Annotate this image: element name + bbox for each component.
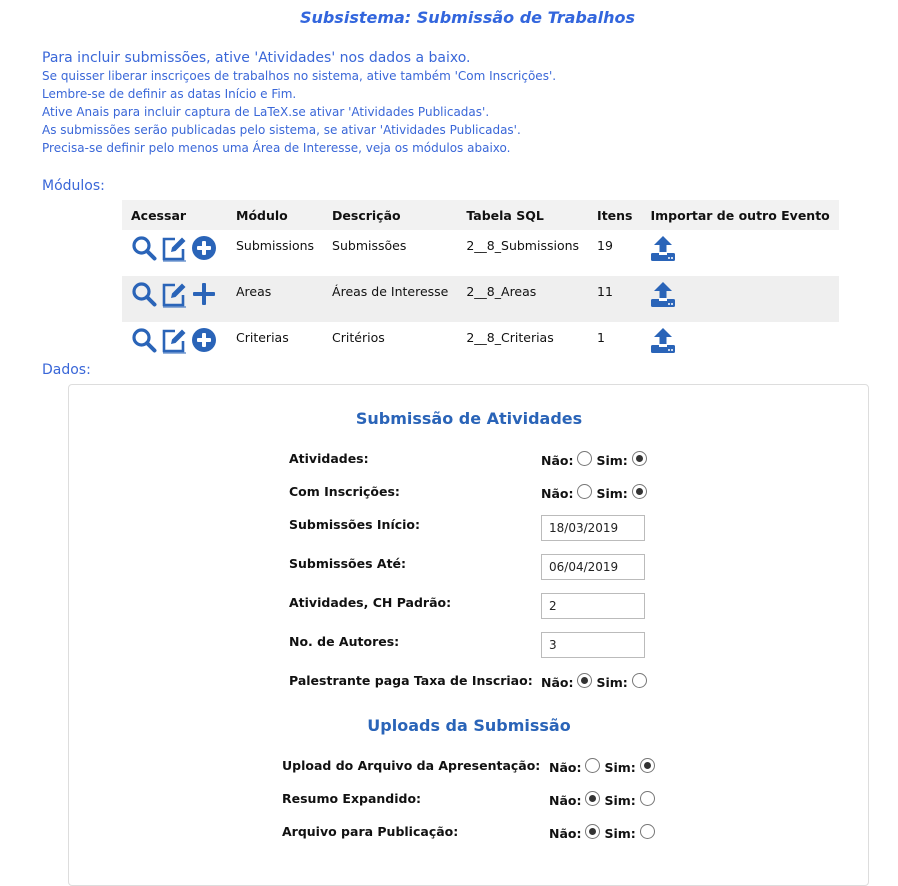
search-icon[interactable] (130, 326, 158, 354)
upload-icon[interactable] (649, 280, 677, 308)
instructions (42, 49, 556, 157)
module-description: Áreas de Interesse (323, 276, 457, 322)
ch-padrao-input[interactable] (541, 593, 645, 619)
atividades-nao-radio[interactable] (577, 451, 592, 466)
section-title-uploads: Uploads da Submissão (367, 716, 571, 735)
sim-label: Sim: (596, 485, 628, 501)
nao-label: Não: (549, 825, 582, 841)
upload-icon[interactable] (649, 326, 677, 354)
resumo-expandido-radio-group (549, 791, 659, 809)
resumo-expandido-sim-radio[interactable] (640, 791, 655, 806)
resumo-expandido-label: Resumo Expandido: (282, 791, 422, 806)
arquivo-publicacao-nao-radio[interactable] (585, 824, 600, 839)
module-description: Submissões (332, 238, 407, 253)
ch-padrao-label: Atividades, CH Padrão: (289, 595, 452, 610)
import-cell (642, 230, 839, 276)
section-title-atividades: Submissão de Atividades (355, 409, 583, 428)
nao-label: Não: (549, 759, 582, 775)
nao-label: Não: (541, 674, 574, 690)
note-line: Precisa-se definir pelo menos uma Área de Interesse, veja os módulos abaixo. (42, 141, 511, 155)
modules-label: Módulos: (42, 178, 105, 194)
upload-apresentacao-sim-radio[interactable] (640, 758, 655, 773)
plus-circle-icon[interactable] (190, 234, 218, 262)
com-inscricoes-radio-group (541, 484, 651, 502)
module-description: Critérios (332, 330, 385, 345)
module-name: Criterias (236, 330, 289, 345)
com-inscricoes-nao-radio[interactable] (577, 484, 592, 499)
sim-label: Sim: (604, 825, 636, 841)
resumo-expandido-nao-radio[interactable] (585, 791, 600, 806)
sim-label: Sim: (596, 674, 628, 690)
nao-label: Não: (549, 792, 582, 808)
upload-apresentacao-nao-radio[interactable] (585, 758, 600, 773)
module-name: Areas (227, 276, 323, 322)
note-line: Lembre-se de definir as datas Início e Fim. (42, 87, 297, 101)
data-form-panel (68, 384, 869, 886)
module-items: 19 (597, 238, 613, 253)
com-inscricoes-sim-radio[interactable] (632, 484, 647, 499)
col-modulo: Módulo (227, 200, 323, 230)
import-cell (642, 276, 839, 322)
sim-label: Sim: (604, 792, 636, 808)
submissoes-ate-input[interactable] (541, 554, 645, 580)
table-header (122, 200, 839, 230)
table-row (122, 230, 839, 276)
access-cell (122, 230, 227, 276)
col-descricao: Descrição (323, 200, 457, 230)
note-line: As submissões serão publicadas pelo sistema, se ativar 'Atividades Publicadas'. (42, 123, 521, 137)
module-name: Submissions (236, 238, 315, 253)
module-sql-table: 2__8_Submissions (466, 238, 580, 253)
search-icon[interactable] (130, 234, 158, 262)
submissoes-ate-label: Submissões Até: (289, 556, 407, 571)
note-line: Se quisser liberar inscriçoes de trabalhos no sistema, ative também 'Com Inscrições'. (42, 69, 557, 83)
edit-icon[interactable] (160, 234, 188, 262)
plus-icon[interactable] (190, 280, 218, 308)
sim-label: Sim: (604, 759, 636, 775)
atividades-label: Atividades: (289, 451, 369, 466)
module-sql-table: 2__8_Areas (457, 276, 588, 322)
search-icon[interactable] (130, 280, 158, 308)
note-line: Para incluir submissões, ative 'Atividades' nos dados a baixo. (42, 50, 471, 66)
edit-icon[interactable] (160, 326, 188, 354)
dados-label: Dados: (42, 362, 91, 378)
com-inscricoes-label: Com Inscrições: (289, 484, 400, 499)
modules-table (122, 200, 839, 368)
no-autores-label: No. de Autores: (289, 634, 400, 649)
edit-icon[interactable] (160, 280, 188, 308)
palestrante-taxa-nao-radio[interactable] (577, 673, 592, 688)
arquivo-publicacao-sim-radio[interactable] (640, 824, 655, 839)
col-tabela: Tabela SQL (457, 200, 588, 230)
palestrante-taxa-sim-radio[interactable] (632, 673, 647, 688)
nao-label: Não: (541, 452, 574, 468)
arquivo-publicacao-label: Arquivo para Publicação: (282, 824, 459, 839)
module-sql-table: 2__8_Criterias (466, 330, 554, 345)
col-itens: Itens (588, 200, 641, 230)
atividades-radio-group (541, 451, 651, 469)
module-items: 1 (597, 330, 605, 345)
table-row (122, 322, 839, 368)
col-importar: Importar de outro Evento (642, 200, 839, 230)
access-cell (122, 276, 227, 322)
note-line: Ative Anais para incluir captura de LaTeX.se ativar 'Atividades Publicadas'. (42, 105, 490, 119)
no-autores-input[interactable] (541, 632, 645, 658)
upload-icon[interactable] (649, 234, 677, 262)
nao-label: Não: (541, 485, 574, 501)
sim-label: Sim: (596, 452, 628, 468)
submissoes-inicio-input[interactable] (541, 515, 645, 541)
palestrante-taxa-radio-group (541, 673, 651, 691)
table-row (122, 276, 839, 322)
module-items: 11 (588, 276, 641, 322)
upload-apresentacao-radio-group (549, 758, 659, 776)
plus-circle-icon[interactable] (190, 326, 218, 354)
import-cell (642, 322, 839, 368)
page-title: Subsistema: Submissão de Trabalhos (299, 8, 636, 27)
palestrante-taxa-label: Palestrante paga Taxa de Inscriao: (289, 673, 533, 688)
access-cell (122, 322, 227, 368)
upload-apresentacao-label: Upload do Arquivo da Apresentação: (282, 758, 541, 773)
submissoes-inicio-label: Submissões Início: (289, 517, 421, 532)
col-acessar: Acessar (122, 200, 227, 230)
arquivo-publicacao-radio-group (549, 824, 659, 842)
atividades-sim-radio[interactable] (632, 451, 647, 466)
